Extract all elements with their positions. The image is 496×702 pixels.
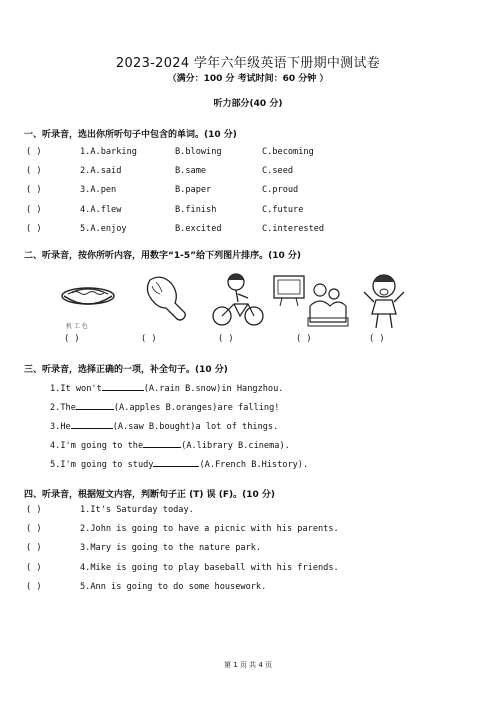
option-c: C.future [262,205,304,215]
answer-blank[interactable] [143,438,181,448]
page-title: 2023-2024 学年六年级英语下册期中测试卷 [115,56,381,71]
answer-paren: ( ) [26,185,42,195]
answer-paren: ( ) [26,147,42,157]
option-b: B.paper [175,185,212,195]
excited-boy-icon [360,270,408,330]
sentence-options: (A.library B.cinema). [181,441,290,451]
answer-paren: ( ) [26,543,42,553]
answer-paren: ( ) [26,166,42,176]
option-b: B.blowing [175,147,222,157]
answer-blank[interactable] [71,419,113,429]
option-b: B.same [175,166,207,176]
answer-paren: ( ) [26,224,42,234]
picture-answer-paren: ( ) [141,334,157,344]
hot-dog-icon [58,276,118,324]
sentence-options: (A.rain B.snow)in Hangzhou. [143,384,284,394]
answer-paren: ( ) [26,205,42,215]
answer-paren: ( ) [26,563,42,573]
answer-paren: ( ) [26,505,42,515]
option-c: C.interested [262,224,325,234]
option-a: 2.A.said [80,166,122,176]
sentence-start: 2.The [50,403,76,413]
statement: 4.Mike is going to play baseball with his friends. [80,563,339,573]
option-a: 5.A.enjoy [80,224,127,234]
picture-answer-paren: ( ) [296,334,312,344]
statement: 2.John is going to have a picnic with his parents. [80,524,339,534]
page-number: 第 1 页 共 4 页 [223,661,273,669]
sentence-start: 1.It won't [50,384,102,394]
option-a: 1.A.barking [80,147,137,157]
statement: 3.Mary is going to the nature park. [80,543,262,553]
hot-dog-caption: 机 工 色 [66,323,88,330]
answer-blank[interactable] [153,457,199,467]
fill-sentence [50,457,308,470]
sentence-start: 3.He [50,422,71,432]
statement: 1.It's Saturday today. [80,505,194,515]
sentence-options: (A.apples B.oranges)are falling! [113,403,280,413]
option-a: 4.A.flew [80,205,122,215]
option-b: B.finish [175,205,217,215]
sentence-options: (A.saw B.bought)a lot of things. [112,422,279,432]
girl-on-bicycle-icon [210,270,266,330]
listening-part-title: 听力部分(40 分) [213,99,283,109]
sentence-options: (A.French B.History). [199,460,309,470]
option-a: 3.A.pen [80,185,117,195]
answer-blank[interactable] [102,381,144,391]
answer-blank[interactable] [76,400,114,410]
family-watching-tv-icon [270,270,350,330]
option-c: C.becoming [262,147,314,157]
option-c: C.seed [262,166,294,176]
statement: 5.Ann is going to do some housework. [80,582,267,592]
chicken-icon [140,272,190,328]
sentence-start: 4.I'm going to the [50,441,144,451]
answer-paren: ( ) [26,524,42,534]
exam-info: （满分：100 分 考试时间：60 分钟 ） [167,74,329,84]
section2-title: 二、听录音，按你所听内容，用数字“1-5”给下列图片排序。(10 分) [24,251,301,261]
section4-title: 四、听录音，根据短文内容，判断句子正 (T) 误 (F)。(10 分) [24,490,276,500]
fill-sentence [50,438,290,451]
picture-answer-paren: ( ) [218,334,234,344]
option-c: C.proud [262,185,299,195]
answer-paren: ( ) [26,582,42,592]
picture-answer-paren: ( ) [64,334,80,344]
fill-sentence [50,400,279,413]
sentence-start: 5.I'm going to study [50,460,154,470]
section3-title: 三、听录音，选择正确的一项，补全句子。(10 分) [24,365,228,375]
fill-sentence [50,381,283,394]
section1-title: 一、听录音，选出你所听句子中包含的单词。(10 分) [24,130,237,140]
picture-answer-paren: ( ) [369,334,385,344]
option-b: B.excited [175,224,222,234]
fill-sentence [50,419,278,432]
